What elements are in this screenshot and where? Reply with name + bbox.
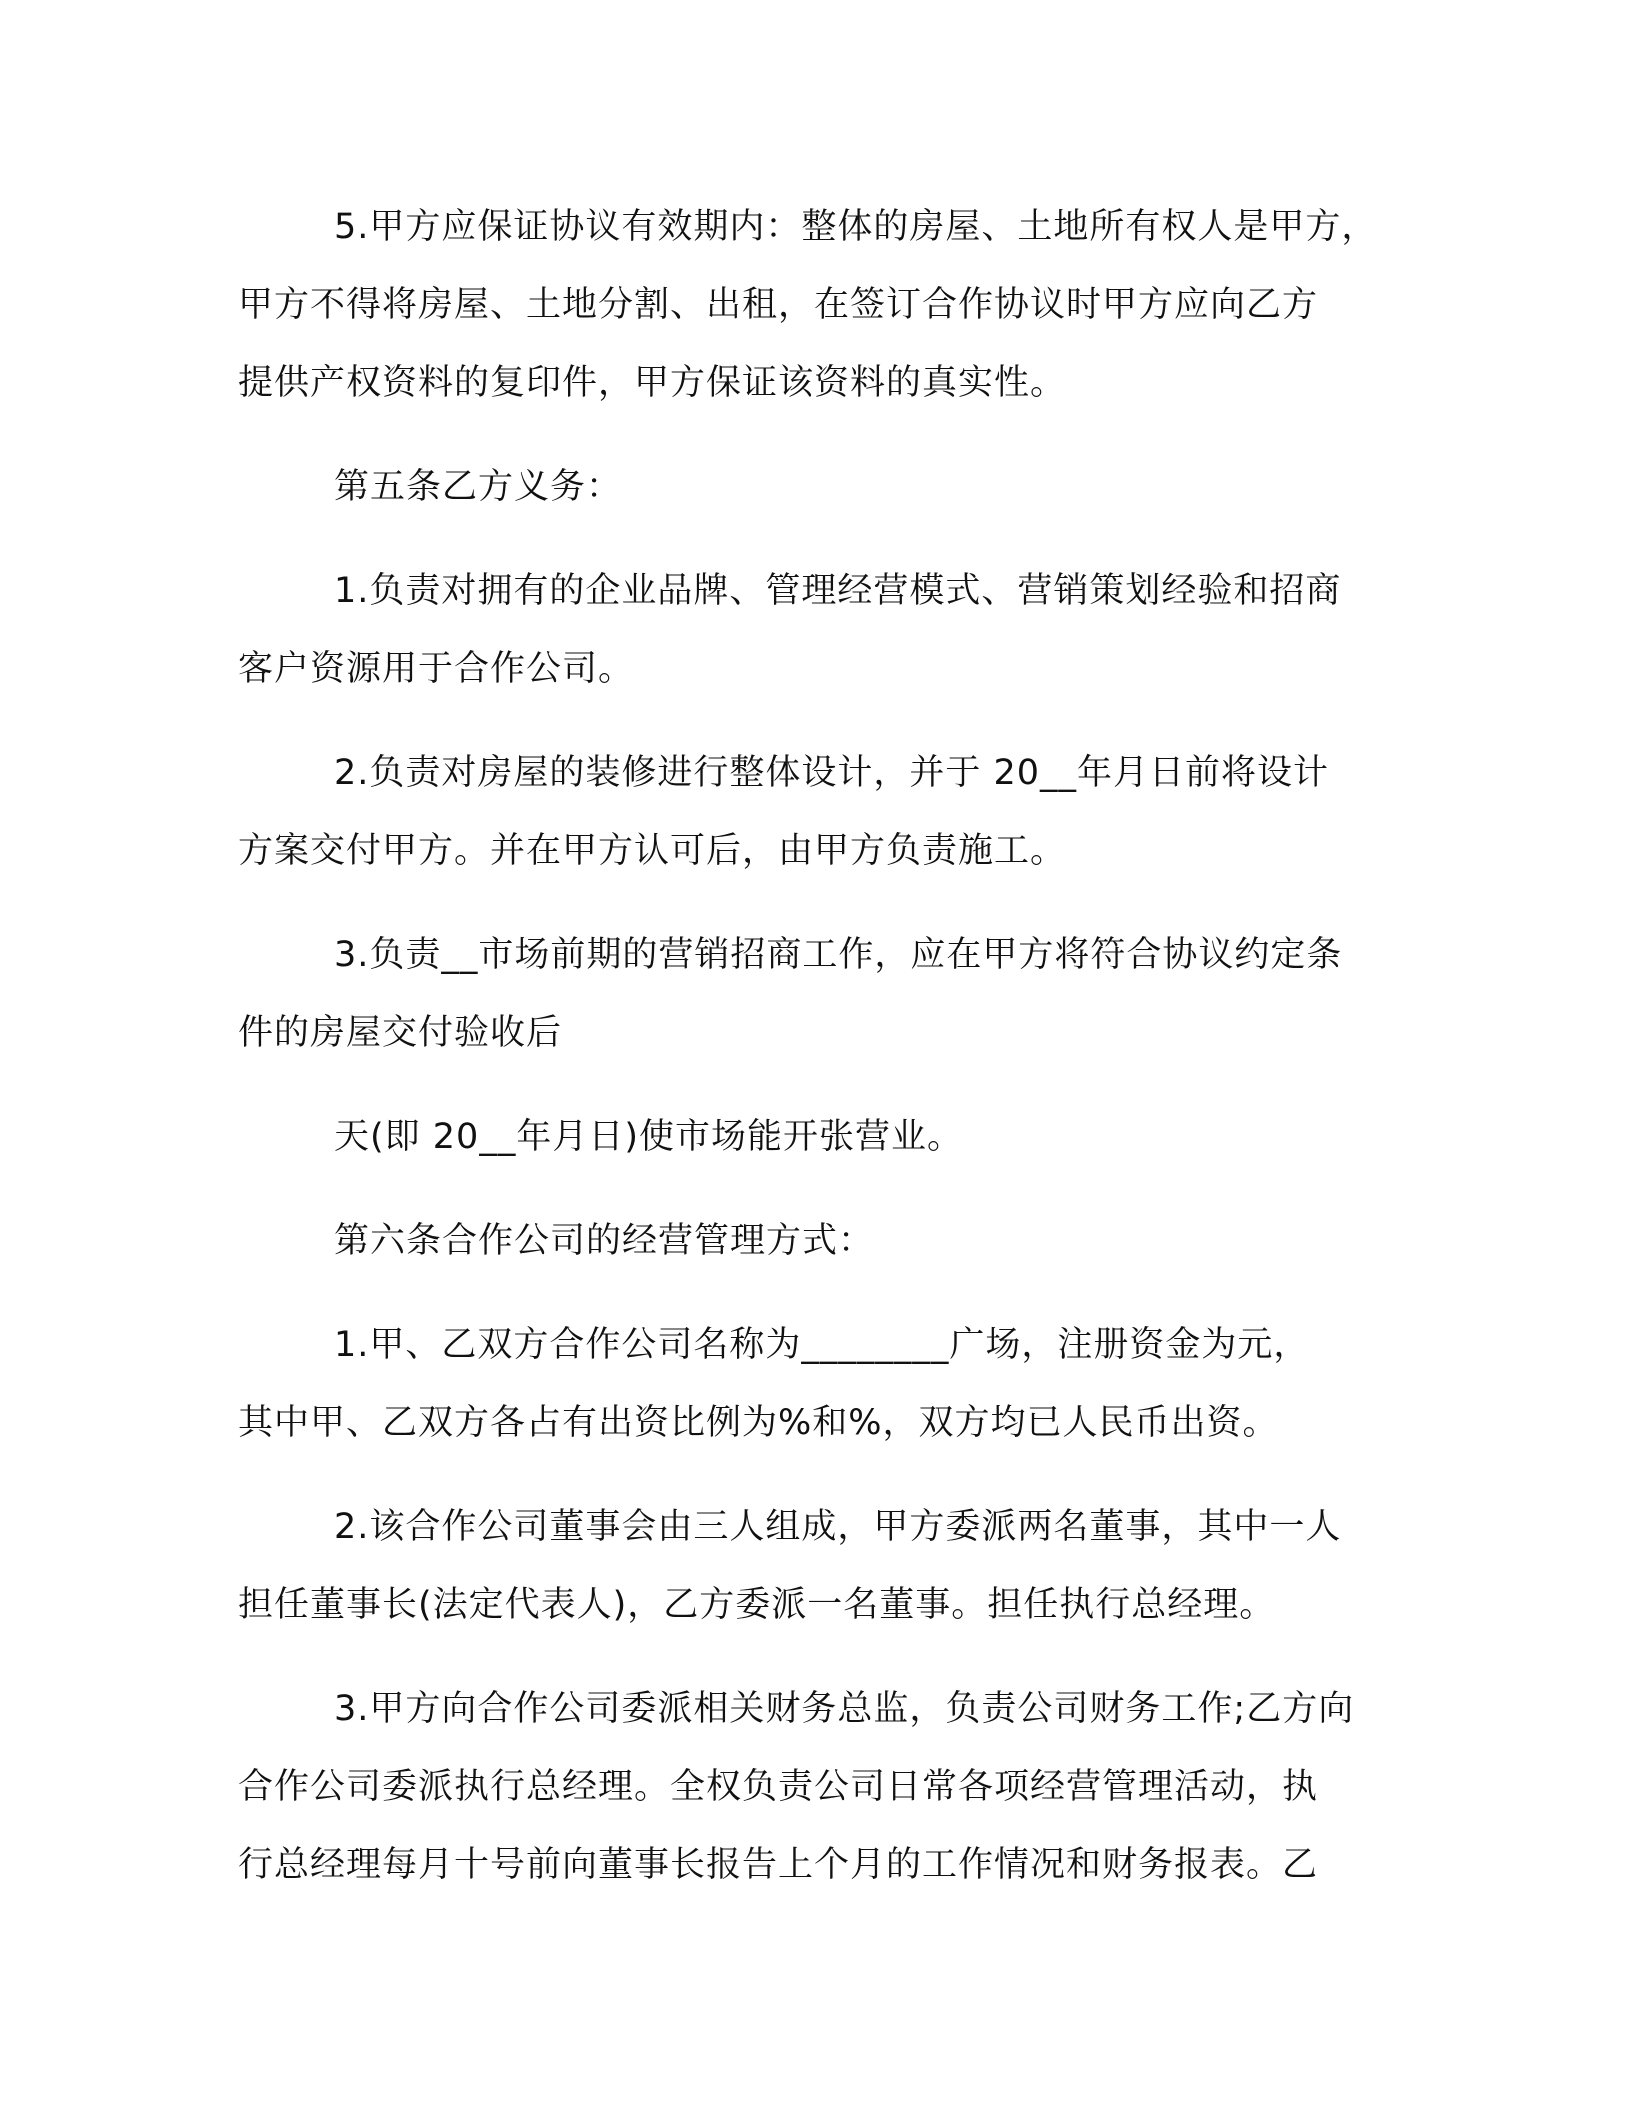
paragraph-company-name-capital [238,1306,1398,1462]
paragraph-line: 2.该合作公司董事会由三人组成，甲方委派两名董事，其中一人 [334,1507,1342,1547]
paragraph-line: 1.甲、乙双方合作公司名称为________广场，注册资金为元， [334,1325,1310,1365]
paragraph-clause-5 [238,188,1398,422]
heading-line: 第五条乙方义务： [334,467,623,507]
paragraph-line: 天(即 20__年月日)使市场能开张营业。 [334,1117,963,1157]
paragraph-party-b-duty-2 [238,734,1398,890]
paragraph-line: 提供产权资料的复印件，甲方保证该资料的真实性。 [238,363,1067,403]
paragraph-line: 5.甲方应保证协议有效期内：整体的房屋、土地所有权人是甲方， [334,207,1378,247]
paragraph-party-b-duty-1 [238,552,1398,708]
document-body [238,188,1398,1904]
paragraph-line: 2.负责对房屋的装修进行整体设计，并于 20__年月日前将设计 [334,753,1330,793]
paragraph-line: 合作公司委派执行总经理。全权负责公司日常各项经营管理活动，执 [238,1767,1319,1807]
paragraph-line: 1.负责对拥有的企业品牌、管理经营模式、营销策划经验和招商 [334,571,1342,611]
paragraph-opening-date [238,1098,1398,1176]
paragraph-line: 担任董事长(法定代表人)，乙方委派一名董事。担任执行总经理。 [238,1585,1276,1625]
heading-line: 第六条合作公司的经营管理方式： [334,1221,875,1261]
paragraph-line: 其中甲、乙双方各占有出资比例为%和%，双方均已人民币出资。 [238,1403,1279,1443]
paragraph-financial-director [238,1670,1398,1904]
paragraph-line: 3.负责__市场前期的营销招商工作，应在甲方将符合协议约定条 [334,935,1343,975]
section-heading-article-6 [238,1202,1398,1280]
paragraph-board-composition [238,1488,1398,1644]
paragraph-line: 3.甲方向合作公司委派相关财务总监，负责公司财务工作;乙方向 [334,1689,1355,1729]
paragraph-line: 方案交付甲方。并在甲方认可后，由甲方负责施工。 [238,831,1067,871]
paragraph-line: 客户资源用于合作公司。 [238,649,635,689]
paragraph-line: 甲方不得将房屋、土地分割、出租，在签订合作协议时甲方应向乙方 [238,285,1319,325]
paragraph-party-b-duty-3 [238,916,1398,1072]
paragraph-line: 行总经理每月十号前向董事长报告上个月的工作情况和财务报表。乙 [238,1845,1319,1885]
section-heading-article-5 [238,448,1398,526]
paragraph-line: 件的房屋交付验收后 [238,1013,563,1053]
